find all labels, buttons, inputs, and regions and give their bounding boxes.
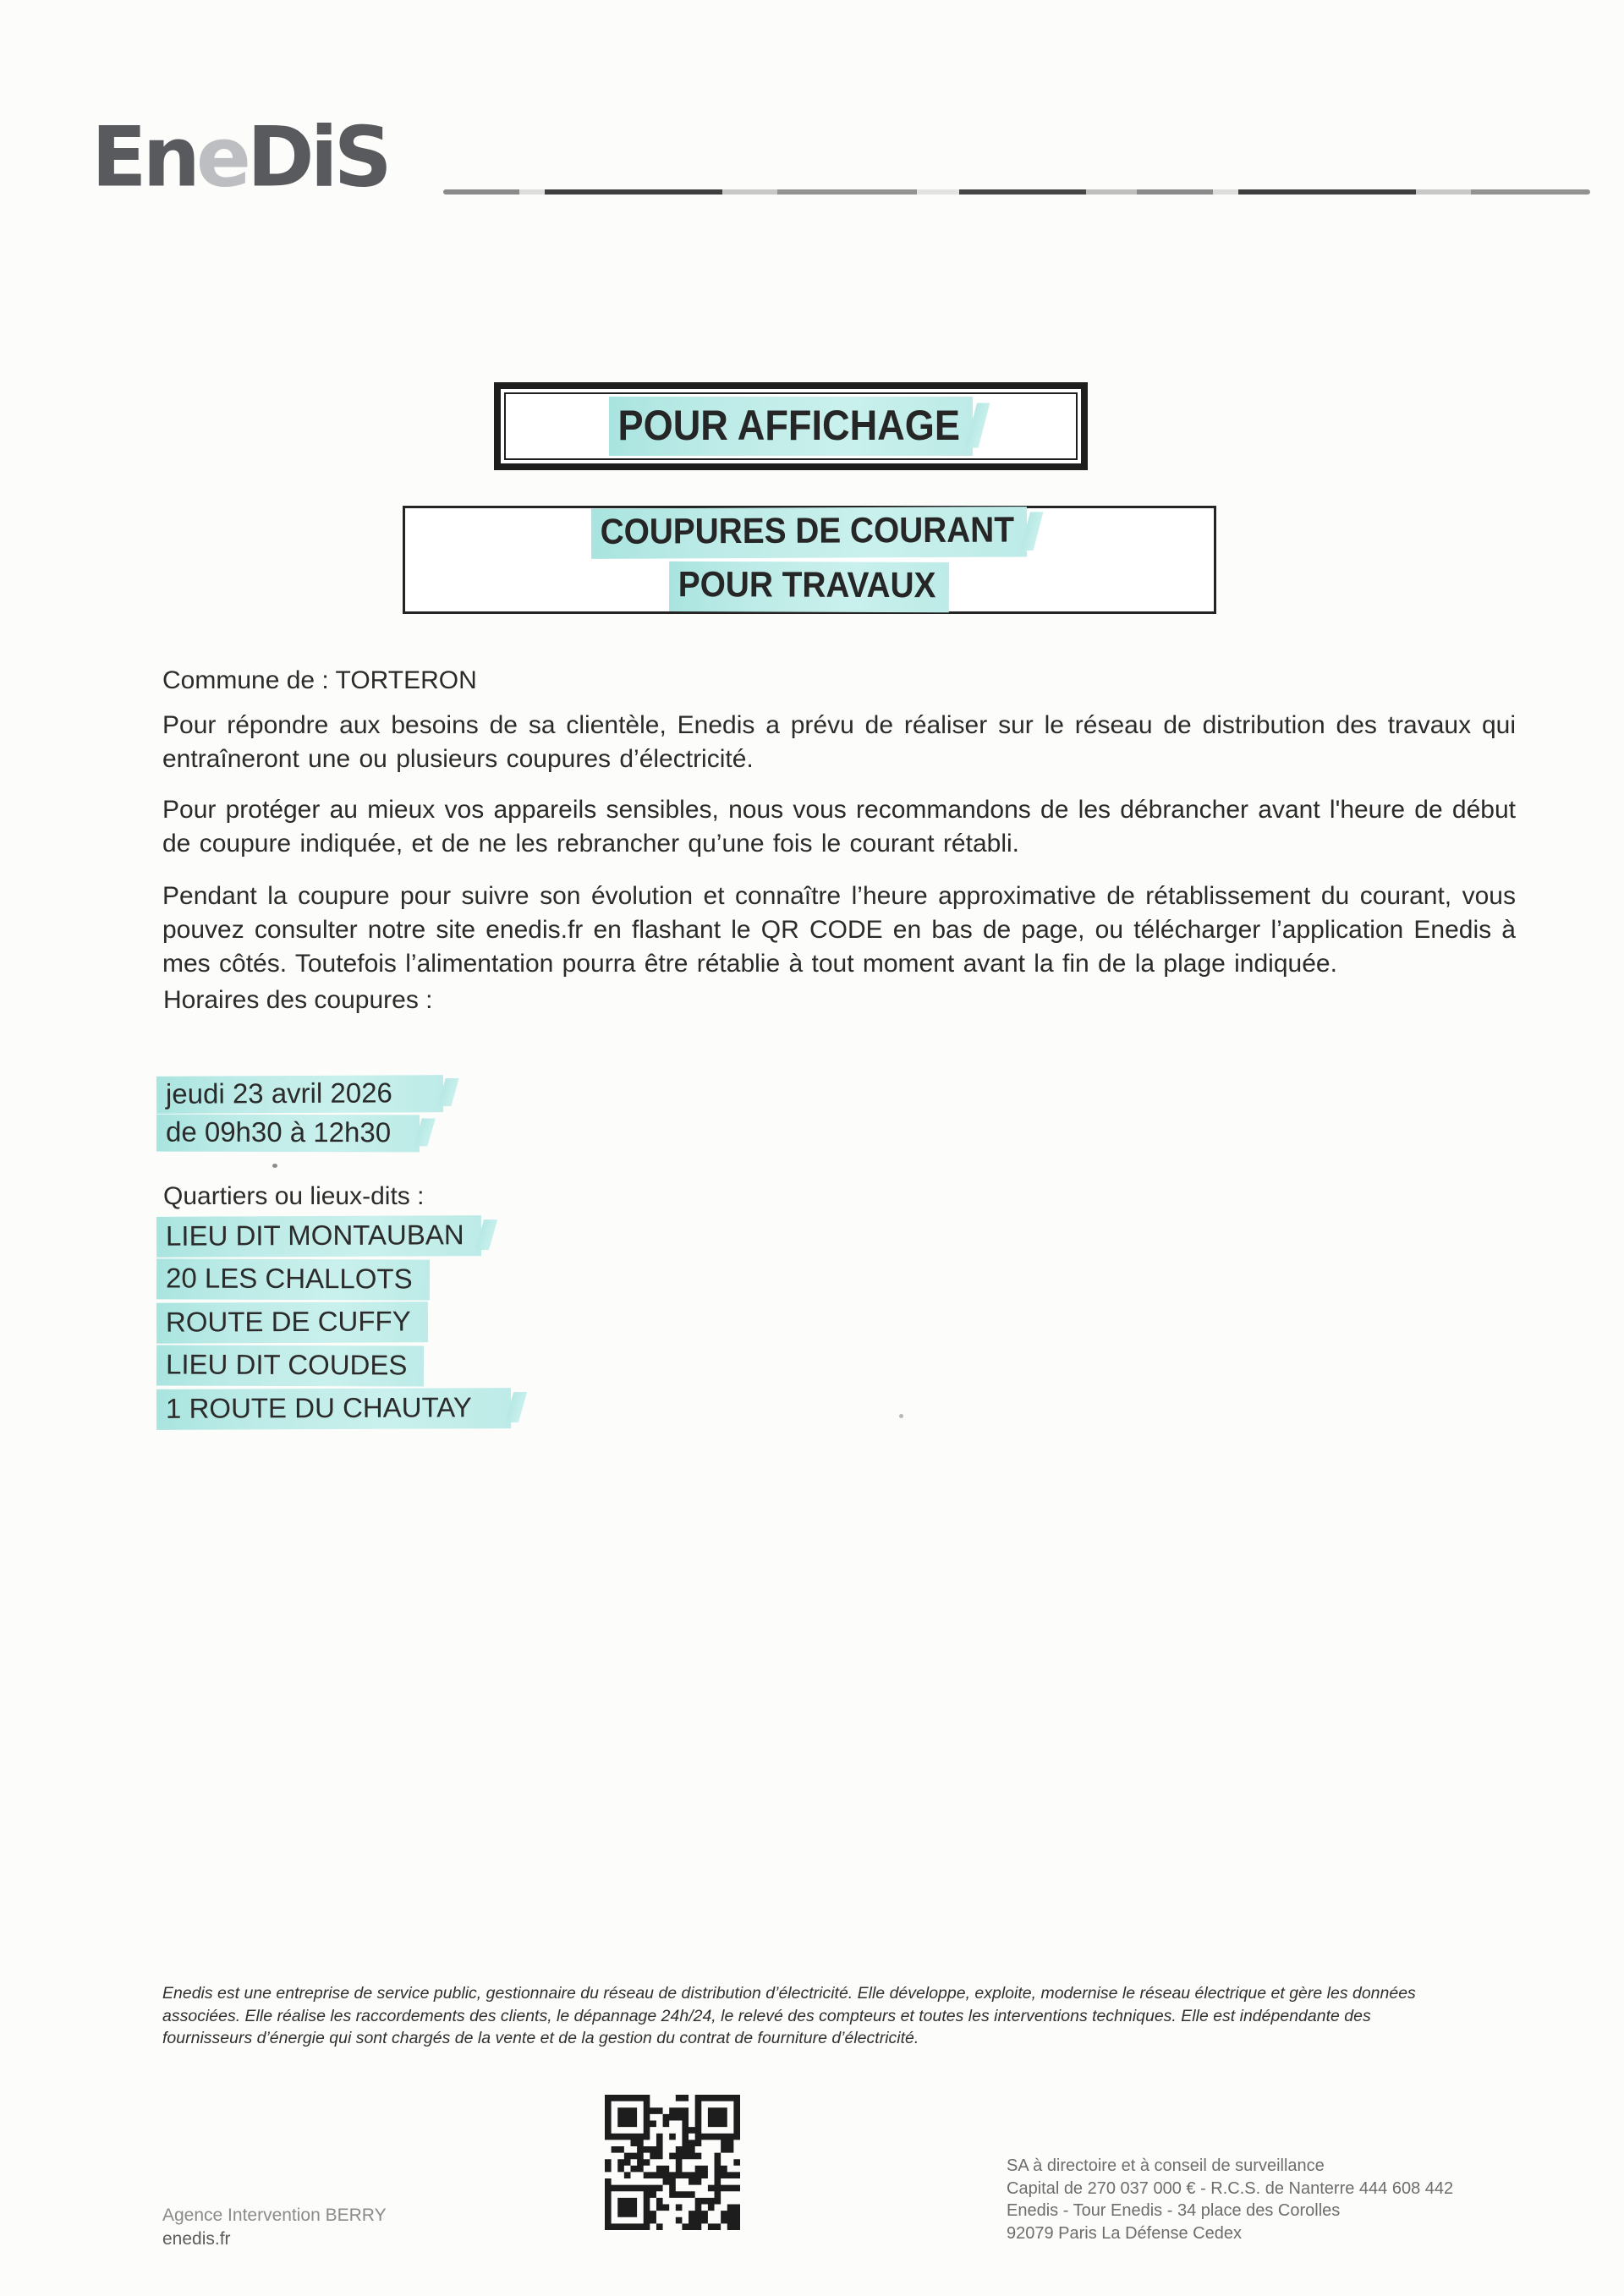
banner-title: POUR AFFICHAGE [609, 397, 973, 456]
banner-box-inner [504, 392, 1078, 460]
notice-box [403, 506, 1216, 614]
scan-speck [899, 1414, 903, 1418]
company-info-line: Capital de 270 037 000 € - R.C.S. de Nanterre 444 608 442 [1007, 2178, 1454, 2198]
commune-line: Commune de : TORTERON [162, 666, 477, 694]
company-info-line: 92079 Paris La Défense Cedex [1007, 2223, 1242, 2243]
paragraph-advice: Pour protéger au mieux vos appareils sensibles, nous vous recommandons de les débrancher avant l'heure de début de coupure indiquée, et de ne les rebrancher qu’une fois le courant rétabli. [162, 796, 1516, 858]
outage-date: jeudi 23 avril 2026 [156, 1075, 443, 1114]
notice-title-line1: COUPURES DE COURANT [591, 507, 1028, 559]
paragraph-works: Pour répondre aux besoins de sa clientèle, Enedis a prévu de réaliser sur le réseau de distribution des travaux qui entraîneront une ou plusieurs coupures d’électricité. [162, 711, 1516, 773]
locations-heading: Quartiers ou lieux-dits : [163, 1182, 425, 1210]
location-item: ROUTE DE CUFFY [156, 1301, 428, 1343]
agency-block [162, 2204, 387, 2251]
legal-text: Enedis est une entreprise de service public, gestionnaire du réseau de distribution d’électricité. Elle développe, exploite, modernise le réseau électrique et gère les données associées. Elle réalise les raccordements des clients, le dépannage 24h/24, le relevé des compteurs et toutes les interventions techniques. Elle est indépendante des fournisseurs d’énergie qui sont chargés de la vente et de la gestion du contrat de fourniture d’électricité. [162, 1984, 1416, 2047]
paragraph-qrcode-info: Pendant la coupure pour suivre son évolution et connaître l’heure approximative de rétablissement du courant, vous pouvez consulter notre site enedis.fr en flashant le QR CODE en bas de page, ou télécharger l’application Enedis à mes côtés. Toutefois l’alimentation pourra être rétablie à tout moment avant la fin de la plage indiquée. [162, 882, 1516, 978]
logo-part-dark2: DiS [247, 108, 388, 206]
location-item: LIEU DIT COUDES [156, 1345, 425, 1386]
notice-title-line2: POUR TRAVAUX [669, 562, 949, 613]
schedule-heading: Horaires des coupures : [163, 986, 433, 1014]
scan-speck [272, 1164, 277, 1168]
location-item: 1 ROUTE DU CHAUTAY [156, 1388, 511, 1430]
qr-code [605, 2094, 740, 2231]
locations-list [156, 1216, 511, 1432]
banner-box [494, 382, 1088, 470]
company-info-block [1007, 2155, 1453, 2244]
location-item: LIEU DIT MONTAUBAN [156, 1215, 481, 1258]
outage-schedule [156, 1076, 443, 1152]
agency-name: Agence Intervention BERRY [162, 2206, 387, 2225]
website-text: enedis.fr [162, 2229, 231, 2249]
enedis-logo [91, 108, 388, 206]
company-info-line: SA à directoire et à conseil de surveillance [1007, 2156, 1325, 2175]
header-rule-line [443, 189, 1590, 195]
outage-time: de 09h30 à 12h30 [156, 1115, 420, 1153]
logo-part-dark1: En [91, 108, 196, 206]
location-item: 20 LES CHALLOTS [156, 1258, 430, 1300]
company-info-line: Enedis - Tour Enedis - 34 place des Corolles [1007, 2201, 1341, 2220]
logo-part-light: e [195, 108, 248, 206]
